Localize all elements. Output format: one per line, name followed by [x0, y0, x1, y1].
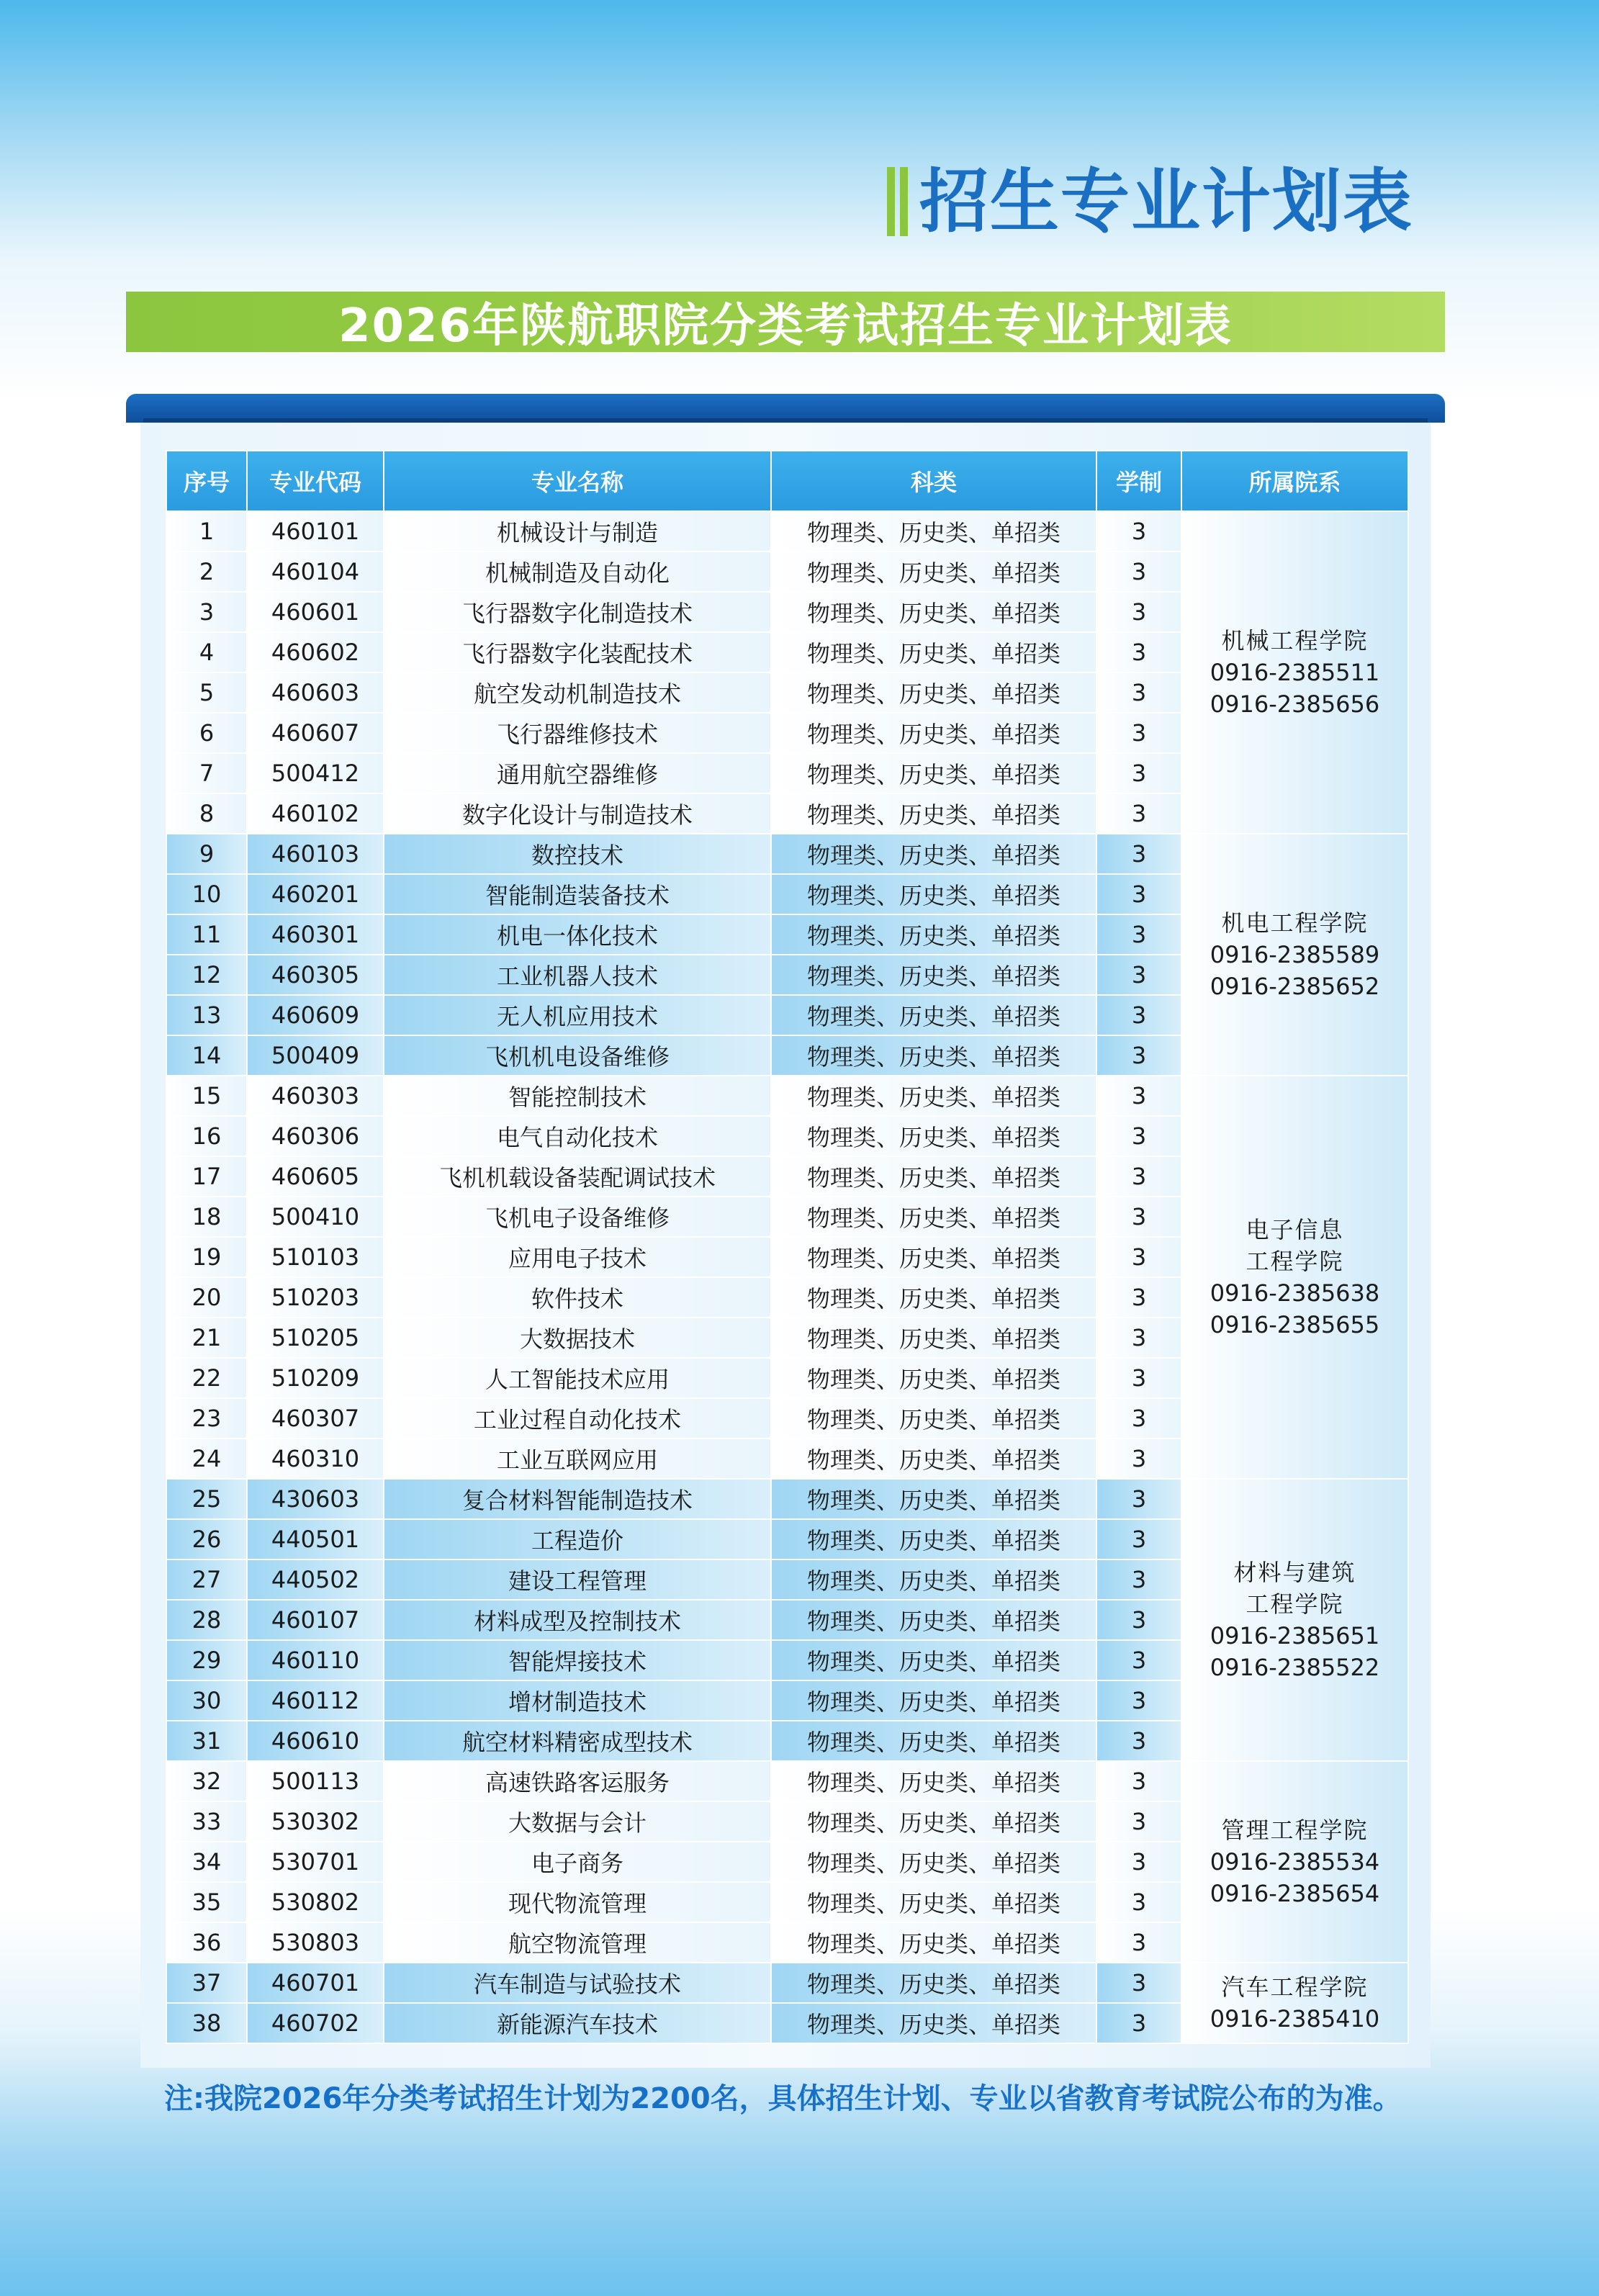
footnote: 注:我院2026年分类考试招生计划为2200名，具体招生计划、专业以省教育考试院公布的为准。 [164, 2082, 1402, 2115]
cell-seq-no: 26 [166, 1519, 247, 1559]
cell-major-name: 智能控制技术 [384, 1076, 771, 1116]
cell-seq-no: 28 [166, 1600, 247, 1640]
cell-category: 物理类、历史类、单招类 [771, 632, 1096, 672]
cell-study-years: 3 [1096, 1358, 1181, 1398]
heading-accent-bars [887, 167, 908, 236]
banner-title: 2026年陕航职院分类考试招生专业计划表 [338, 300, 1233, 353]
cell-major-name: 工业机器人技术 [384, 955, 771, 995]
cell-seq-no: 22 [166, 1358, 247, 1398]
cell-category: 物理类、历史类、单招类 [771, 713, 1096, 753]
cell-study-years: 3 [1096, 955, 1181, 995]
cell-category: 物理类、历史类、单招类 [771, 1640, 1096, 1680]
cell-major-code: 460602 [247, 632, 384, 672]
cell-seq-no: 4 [166, 632, 247, 672]
cell-seq-no: 35 [166, 1882, 247, 1922]
cell-seq-no: 32 [166, 1761, 247, 1801]
cell-major-code: 430603 [247, 1479, 384, 1519]
page-heading-text: 招生专业计划表 [919, 161, 1413, 242]
cell-major-name: 大数据与会计 [384, 1801, 771, 1842]
cell-study-years: 3 [1096, 1882, 1181, 1922]
cell-study-years: 3 [1096, 511, 1181, 552]
cell-department [1181, 834, 1408, 1076]
cell-major-code: 460701 [247, 1963, 384, 2003]
cell-major-name: 通用航空器维修 [384, 753, 771, 793]
cell-major-code: 440502 [247, 1559, 384, 1600]
cell-major-code: 460609 [247, 995, 384, 1035]
header-cell: 专业名称 [384, 451, 771, 511]
cell-major-name: 大数据技术 [384, 1318, 771, 1358]
cell-major-code: 460201 [247, 874, 384, 914]
department-phone: 0916-2385656 [1210, 690, 1380, 718]
cell-category: 物理类、历史类、单招类 [771, 1721, 1096, 1761]
cell-major-code: 460112 [247, 1680, 384, 1721]
cell-major-code: 460303 [247, 1076, 384, 1116]
cell-seq-no: 25 [166, 1479, 247, 1519]
cell-major-code: 530803 [247, 1922, 384, 1963]
cell-category: 物理类、历史类、单招类 [771, 592, 1096, 632]
cell-category: 物理类、历史类、单招类 [771, 1398, 1096, 1439]
cell-seq-no: 24 [166, 1439, 247, 1479]
cell-department [1181, 1963, 1408, 2043]
cell-category: 物理类、历史类、单招类 [771, 1116, 1096, 1156]
cell-study-years: 3 [1096, 632, 1181, 672]
department-name: 汽车工程学院 [1221, 1973, 1369, 2001]
cell-major-name: 应用电子技术 [384, 1237, 771, 1277]
cell-study-years: 3 [1096, 1559, 1181, 1600]
table-header-row [166, 451, 1408, 511]
cell-major-name: 软件技术 [384, 1277, 771, 1318]
cell-major-code: 460301 [247, 914, 384, 955]
cell-seq-no: 31 [166, 1721, 247, 1761]
cell-major-code: 460306 [247, 1116, 384, 1156]
cell-major-code: 530802 [247, 1882, 384, 1922]
cell-study-years: 3 [1096, 1035, 1181, 1076]
cell-study-years: 3 [1096, 753, 1181, 793]
cell-seq-no: 27 [166, 1559, 247, 1600]
cell-major-code: 500409 [247, 1035, 384, 1076]
accent-bar [900, 167, 908, 236]
table-row [166, 834, 1408, 874]
header-cell: 科类 [771, 451, 1096, 511]
department-phone: 0916-2385522 [1210, 1654, 1380, 1681]
cell-category: 物理类、历史类、单招类 [771, 511, 1096, 552]
cell-major-name: 复合材料智能制造技术 [384, 1479, 771, 1519]
cell-seq-no: 21 [166, 1318, 247, 1358]
cell-study-years: 3 [1096, 1963, 1181, 2003]
cell-major-name: 无人机应用技术 [384, 995, 771, 1035]
cell-seq-no: 8 [166, 793, 247, 834]
cell-major-code: 460110 [247, 1640, 384, 1680]
cell-major-code: 510209 [247, 1358, 384, 1398]
accent-bar [887, 167, 895, 236]
cell-major-code: 500410 [247, 1197, 384, 1237]
cell-category: 物理类、历史类、单招类 [771, 1035, 1096, 1076]
cell-major-name: 工业过程自动化技术 [384, 1398, 771, 1439]
cell-category: 物理类、历史类、单招类 [771, 914, 1096, 955]
cell-category: 物理类、历史类、单招类 [771, 834, 1096, 874]
cell-category: 物理类、历史类、单招类 [771, 955, 1096, 995]
cell-major-name: 数控技术 [384, 834, 771, 874]
cell-major-name: 航空物流管理 [384, 1922, 771, 1963]
cell-category: 物理类、历史类、单招类 [771, 1439, 1096, 1479]
cell-seq-no: 19 [166, 1237, 247, 1277]
cell-major-code: 460103 [247, 834, 384, 874]
cell-seq-no: 12 [166, 955, 247, 995]
cell-major-name: 机械设计与制造 [384, 511, 771, 552]
cell-seq-no: 16 [166, 1116, 247, 1156]
cell-study-years: 3 [1096, 995, 1181, 1035]
department-name: 机械工程学院 [1221, 627, 1369, 654]
cell-major-name: 材料成型及控制技术 [384, 1600, 771, 1640]
cell-category: 物理类、历史类、单招类 [771, 1963, 1096, 2003]
cell-department [1181, 511, 1408, 834]
cell-major-code: 510203 [247, 1277, 384, 1318]
page-heading [887, 162, 1413, 241]
department-phone: 0916-2385654 [1210, 1880, 1380, 1907]
cell-major-code: 500113 [247, 1761, 384, 1801]
cell-category: 物理类、历史类、单招类 [771, 753, 1096, 793]
cell-study-years: 3 [1096, 1922, 1181, 1963]
cell-major-code: 460605 [247, 1156, 384, 1197]
title-banner [126, 292, 1445, 352]
cell-department [1181, 1761, 1408, 1963]
cell-category: 物理类、历史类、单招类 [771, 793, 1096, 834]
cell-seq-no: 5 [166, 672, 247, 713]
cell-seq-no: 33 [166, 1801, 247, 1842]
header-cell: 专业代码 [247, 451, 384, 511]
cell-study-years: 3 [1096, 1801, 1181, 1842]
cell-major-name: 现代物流管理 [384, 1882, 771, 1922]
cell-study-years: 3 [1096, 1076, 1181, 1116]
table-row [166, 1479, 1408, 1519]
cell-study-years: 3 [1096, 1439, 1181, 1479]
cell-study-years: 3 [1096, 914, 1181, 955]
cell-major-code: 500412 [247, 753, 384, 793]
table-row [166, 511, 1408, 552]
cell-seq-no: 36 [166, 1922, 247, 1963]
cell-major-name: 高速铁路客运服务 [384, 1761, 771, 1801]
department-name: 机电工程学院 [1221, 909, 1369, 937]
cell-major-name: 飞机电子设备维修 [384, 1197, 771, 1237]
header-cell: 学制 [1096, 451, 1181, 511]
cell-major-name: 航空发动机制造技术 [384, 672, 771, 713]
enrollment-plan-table [166, 450, 1409, 2044]
cell-study-years: 3 [1096, 834, 1181, 874]
header-cell: 序号 [166, 451, 247, 511]
cell-seq-no: 37 [166, 1963, 247, 2003]
cell-seq-no: 17 [166, 1156, 247, 1197]
department-phone: 0916-2385589 [1210, 941, 1380, 968]
cell-category: 物理类、历史类、单招类 [771, 1318, 1096, 1358]
cell-category: 物理类、历史类、单招类 [771, 1479, 1096, 1519]
cell-major-code: 460305 [247, 955, 384, 995]
cell-major-code: 460102 [247, 793, 384, 834]
cell-major-name: 新能源汽车技术 [384, 2003, 771, 2043]
cell-major-name: 电子商务 [384, 1842, 771, 1882]
cell-major-code: 510103 [247, 1237, 384, 1277]
department-phone: 0916-2385652 [1210, 973, 1380, 1000]
cell-major-code: 510205 [247, 1318, 384, 1358]
cell-study-years: 3 [1096, 552, 1181, 592]
cell-study-years: 3 [1096, 672, 1181, 713]
cell-major-name: 机电一体化技术 [384, 914, 771, 955]
cell-study-years: 3 [1096, 1721, 1181, 1761]
cell-major-code: 460107 [247, 1600, 384, 1640]
cell-study-years: 3 [1096, 1398, 1181, 1439]
cell-major-code: 460601 [247, 592, 384, 632]
cell-seq-no: 2 [166, 552, 247, 592]
cell-category: 物理类、历史类、单招类 [771, 1801, 1096, 1842]
cell-major-code: 460607 [247, 713, 384, 753]
cell-study-years: 3 [1096, 1519, 1181, 1559]
cell-study-years: 3 [1096, 1197, 1181, 1237]
cell-major-name: 飞行器数字化装配技术 [384, 632, 771, 672]
cell-category: 物理类、历史类、单招类 [771, 1559, 1096, 1600]
cell-study-years: 3 [1096, 793, 1181, 834]
cell-category: 物理类、历史类、单招类 [771, 1358, 1096, 1398]
department-name: 电子信息 工程学院 [1246, 1216, 1344, 1275]
cell-category: 物理类、历史类、单招类 [771, 672, 1096, 713]
cell-major-code: 460101 [247, 511, 384, 552]
department-phone: 0916-2385511 [1210, 659, 1380, 686]
cell-category: 物理类、历史类、单招类 [771, 874, 1096, 914]
cell-study-years: 3 [1096, 1318, 1181, 1358]
cell-seq-no: 34 [166, 1842, 247, 1882]
department-phone: 0916-2385534 [1210, 1848, 1380, 1876]
cell-major-name: 飞机机电设备维修 [384, 1035, 771, 1076]
table-frame-top-bar [126, 394, 1445, 423]
cell-major-name: 飞机机载设备装配调试技术 [384, 1156, 771, 1197]
cell-major-code: 460307 [247, 1398, 384, 1439]
cell-seq-no: 14 [166, 1035, 247, 1076]
table-row [166, 1076, 1408, 1116]
cell-study-years: 3 [1096, 713, 1181, 753]
cell-category: 物理类、历史类、单招类 [771, 995, 1096, 1035]
header-cell: 所属院系 [1181, 451, 1408, 511]
cell-study-years: 3 [1096, 1237, 1181, 1277]
table-row [166, 1963, 1408, 2003]
cell-study-years: 3 [1096, 1842, 1181, 1882]
cell-major-code: 460603 [247, 672, 384, 713]
cell-major-code: 440501 [247, 1519, 384, 1559]
table-body [166, 511, 1408, 2043]
cell-major-name: 建设工程管理 [384, 1559, 771, 1600]
cell-category: 物理类、历史类、单招类 [771, 1197, 1096, 1237]
cell-category: 物理类、历史类、单招类 [771, 1519, 1096, 1559]
cell-seq-no: 38 [166, 2003, 247, 2043]
cell-major-name: 电气自动化技术 [384, 1116, 771, 1156]
cell-study-years: 3 [1096, 1600, 1181, 1640]
cell-seq-no: 1 [166, 511, 247, 552]
department-phone: 0916-2385655 [1210, 1311, 1380, 1338]
cell-study-years: 3 [1096, 874, 1181, 914]
cell-seq-no: 3 [166, 592, 247, 632]
cell-major-name: 航空材料精密成型技术 [384, 1721, 771, 1761]
cell-study-years: 3 [1096, 1761, 1181, 1801]
cell-category: 物理类、历史类、单招类 [771, 1277, 1096, 1318]
cell-seq-no: 11 [166, 914, 247, 955]
cell-major-code: 460610 [247, 1721, 384, 1761]
cell-category: 物理类、历史类、单招类 [771, 2003, 1096, 2043]
cell-major-name: 智能焊接技术 [384, 1640, 771, 1680]
cell-category: 物理类、历史类、单招类 [771, 1600, 1096, 1640]
cell-category: 物理类、历史类、单招类 [771, 1076, 1096, 1116]
cell-seq-no: 9 [166, 834, 247, 874]
cell-study-years: 3 [1096, 1277, 1181, 1318]
cell-category: 物理类、历史类、单招类 [771, 1842, 1096, 1882]
cell-seq-no: 13 [166, 995, 247, 1035]
cell-major-name: 增材制造技术 [384, 1680, 771, 1721]
cell-major-code: 530701 [247, 1842, 384, 1882]
table-row [166, 1761, 1408, 1801]
cell-category: 物理类、历史类、单招类 [771, 1761, 1096, 1801]
cell-major-name: 工业互联网应用 [384, 1439, 771, 1479]
cell-department [1181, 1479, 1408, 1761]
cell-major-code: 530302 [247, 1801, 384, 1842]
department-phone: 0916-2385410 [1210, 2005, 1380, 2032]
department-phone: 0916-2385638 [1210, 1279, 1380, 1307]
cell-seq-no: 6 [166, 713, 247, 753]
cell-major-name: 飞行器数字化制造技术 [384, 592, 771, 632]
cell-category: 物理类、历史类、单招类 [771, 1882, 1096, 1922]
cell-seq-no: 29 [166, 1640, 247, 1680]
cell-seq-no: 30 [166, 1680, 247, 1721]
department-phone: 0916-2385651 [1210, 1622, 1380, 1649]
cell-major-code: 460310 [247, 1439, 384, 1479]
cell-department [1181, 1076, 1408, 1479]
cell-seq-no: 20 [166, 1277, 247, 1318]
cell-study-years: 3 [1096, 2003, 1181, 2043]
cell-category: 物理类、历史类、单招类 [771, 1680, 1096, 1721]
cell-category: 物理类、历史类、单招类 [771, 1156, 1096, 1197]
cell-study-years: 3 [1096, 1680, 1181, 1721]
cell-study-years: 3 [1096, 1116, 1181, 1156]
cell-seq-no: 7 [166, 753, 247, 793]
cell-major-code: 460702 [247, 2003, 384, 2043]
cell-major-name: 机械制造及自动化 [384, 552, 771, 592]
cell-major-name: 汽车制造与试验技术 [384, 1963, 771, 2003]
cell-major-name: 飞行器维修技术 [384, 713, 771, 753]
cell-major-code: 460104 [247, 552, 384, 592]
cell-category: 物理类、历史类、单招类 [771, 1237, 1096, 1277]
cell-major-name: 数字化设计与制造技术 [384, 793, 771, 834]
cell-study-years: 3 [1096, 1479, 1181, 1519]
cell-category: 物理类、历史类、单招类 [771, 552, 1096, 592]
cell-seq-no: 10 [166, 874, 247, 914]
department-name: 材料与建筑 工程学院 [1233, 1559, 1356, 1618]
cell-major-name: 人工智能技术应用 [384, 1358, 771, 1398]
department-name: 管理工程学院 [1221, 1816, 1369, 1844]
cell-seq-no: 18 [166, 1197, 247, 1237]
cell-study-years: 3 [1096, 1156, 1181, 1197]
cell-seq-no: 23 [166, 1398, 247, 1439]
cell-major-name: 工程造价 [384, 1519, 771, 1559]
cell-seq-no: 15 [166, 1076, 247, 1116]
cell-study-years: 3 [1096, 1640, 1181, 1680]
cell-study-years: 3 [1096, 592, 1181, 632]
cell-category: 物理类、历史类、单招类 [771, 1922, 1096, 1963]
cell-major-name: 智能制造装备技术 [384, 874, 771, 914]
